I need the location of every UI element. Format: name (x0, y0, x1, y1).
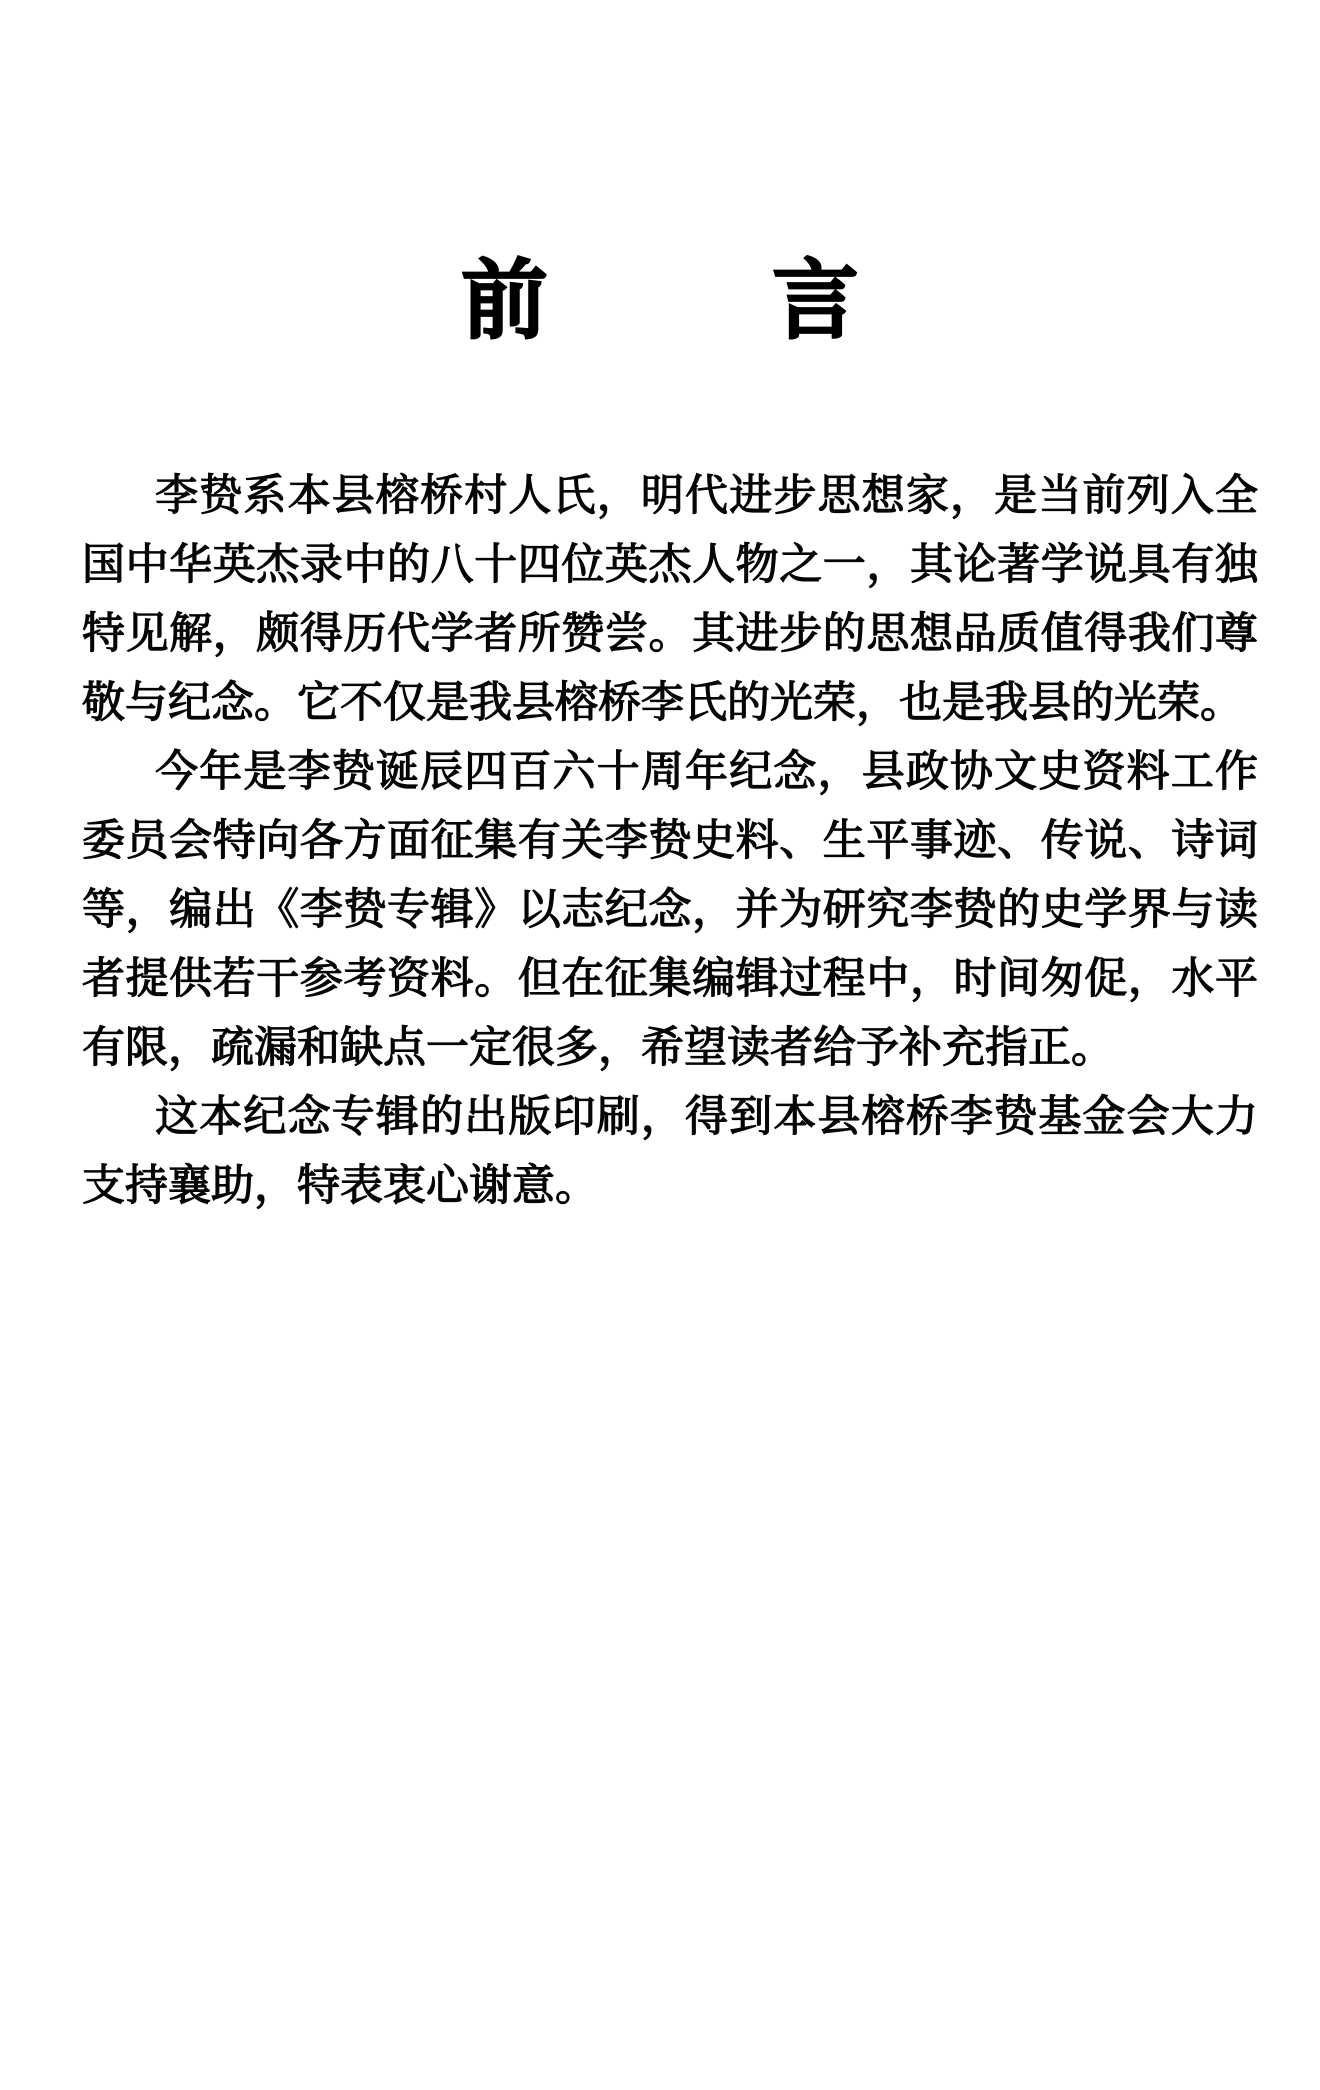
paragraph-anniversary: 今年是李贽诞辰四百六十周年纪念，县政协文史资料工作委员会特向各方面征集有关李贽史料、生平事迹、传说、诗词等，编出《李贽专辑》以志纪念，并为研究李贽的史学界与读者提供若干参考资料。但在征集编辑过程中，时间匆促，水平有限，疏漏和缺点一定很多，希望读者给予补充指正。 (82, 749, 1258, 1072)
paragraph-intro: 李贽系本县榕桥村人氏，明代进步思想家，是当前列入全国中华英杰录中的八十四位英杰人物之一，其论著学说具有独特见解，颇得历代学者所赞尝。其进步的思想品质值得我们尊敬与纪念。它不仅是我县榕桥李氏的光荣，也是我县的光荣。 (82, 473, 1258, 727)
document-body (82, 462, 1258, 1221)
page-title (0, 0, 1320, 350)
title-char-first: 前 (461, 253, 548, 349)
paragraph-acknowledgement: 这本纪念专辑的出版印刷，得到本县榕桥李贽基金会大力支持襄助，特表衷心谢意。 (82, 1094, 1258, 1210)
title-char-second: 言 (772, 253, 859, 349)
